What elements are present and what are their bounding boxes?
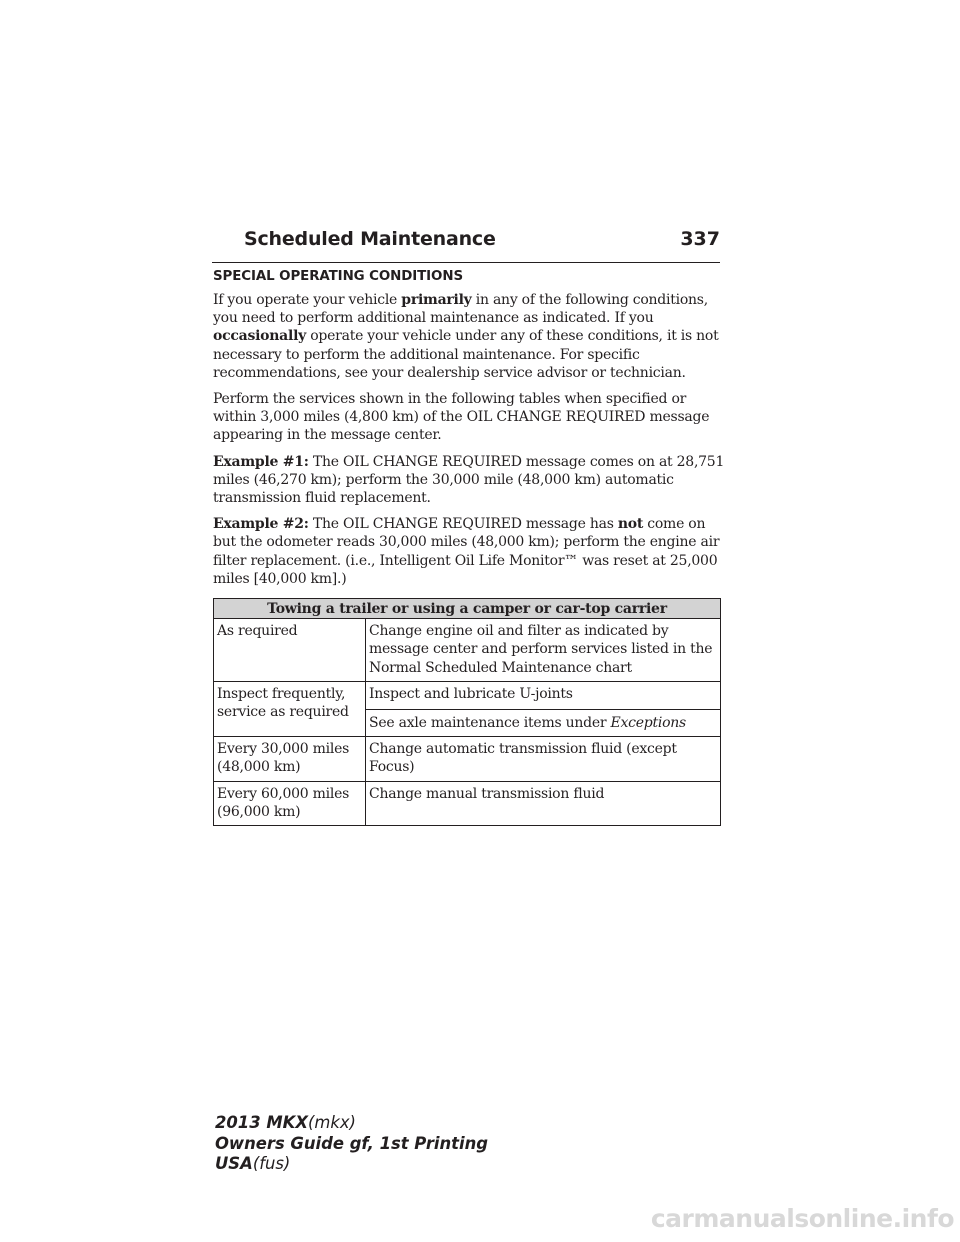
footer-model: 2013 MKX (215, 1113, 308, 1132)
section-heading: SPECIAL OPERATING CONDITIONS (213, 269, 463, 284)
text-run: If you operate your vehicle (213, 292, 402, 308)
chapter-title: Scheduled Maintenance (244, 228, 496, 250)
footer-edition: Owners Guide gf, 1st Printing (215, 1133, 489, 1153)
footer-market: USA (215, 1154, 253, 1173)
services-paragraph: Perform the services shown in the following tables when specified or within 3,000 miles (4,800 km) of the OIL CHANGE REQUIRED message appearing in the message center. (213, 391, 710, 444)
example-1-text: The OIL CHANGE REQUIRED message comes on at 28,751 miles (46,270 km); perform the 30,000 mile (48,000 km) automatic transmission fluid replacement. (213, 453, 725, 507)
interval-cell: As required (214, 619, 366, 682)
action-line: Inspect and lubricate U-joints (369, 685, 573, 702)
example-1-label: Example #1: (213, 453, 309, 470)
table-header-row (214, 599, 721, 619)
emphasis-not: not (617, 516, 644, 533)
page-header (212, 228, 720, 263)
action-cell: Change engine oil and filter as indicated by message center and perform services listed in the Normal Scheduled Maintenance chart (366, 619, 721, 682)
action-line (366, 709, 720, 732)
print-footer (215, 1113, 488, 1175)
example-2-label: Example #2: (213, 516, 309, 533)
text-run: operate your vehicle under any of these conditions, it is not necessary to perform the additional maintenance. For specific recommendations, see your dealership service advisor or technician. (213, 328, 719, 381)
footer-line (215, 1113, 488, 1134)
page-number: 337 (680, 228, 720, 250)
main-content (213, 269, 725, 826)
action-cell: Change automatic transmission fluid (except Focus) (366, 737, 721, 781)
footer-line (215, 1154, 488, 1175)
table-row (214, 737, 721, 781)
example-2 (213, 515, 725, 588)
action-cell: Change manual transmission fluid (366, 781, 721, 825)
text-run: The OIL CHANGE REQUIRED message has (308, 516, 618, 533)
intro-paragraph (213, 291, 725, 382)
emphasis-primarily: primarily (401, 292, 472, 308)
footer-line (215, 1134, 488, 1155)
table-row (214, 681, 721, 736)
interval-cell: Every 30,000 miles (48,000 km) (214, 737, 366, 781)
text-run: See axle maintenance items under (369, 715, 611, 732)
emphasis-occasionally: occasionally (213, 328, 307, 345)
footer-market-code: (fus) (252, 1154, 291, 1173)
text-run: in any of the following conditions, you need to perform additional maintenance as indicated. If you (213, 292, 708, 327)
table-row (214, 619, 721, 682)
maintenance-table (213, 598, 721, 826)
site-watermark: carmanualsonline.info (650, 1204, 954, 1233)
example-1 (213, 453, 725, 508)
table-row (214, 781, 721, 825)
interval-cell: Every 60,000 miles (96,000 km) (214, 781, 366, 825)
table-header: Towing a trailer or using a camper or car-top carrier (214, 599, 721, 619)
footer-model-code: (mkx) (307, 1113, 356, 1132)
interval-cell: Inspect frequently, service as required (214, 681, 366, 736)
text-run: come on but the odometer reads 30,000 miles (48,000 km); perform the engine air filter replacement. (i.e., Intelligent Oil Life Monitor™ was reset at 25,000 miles [40,000 km].) (213, 516, 720, 587)
exceptions-reference: Exceptions (610, 715, 686, 732)
action-cell (366, 681, 721, 736)
